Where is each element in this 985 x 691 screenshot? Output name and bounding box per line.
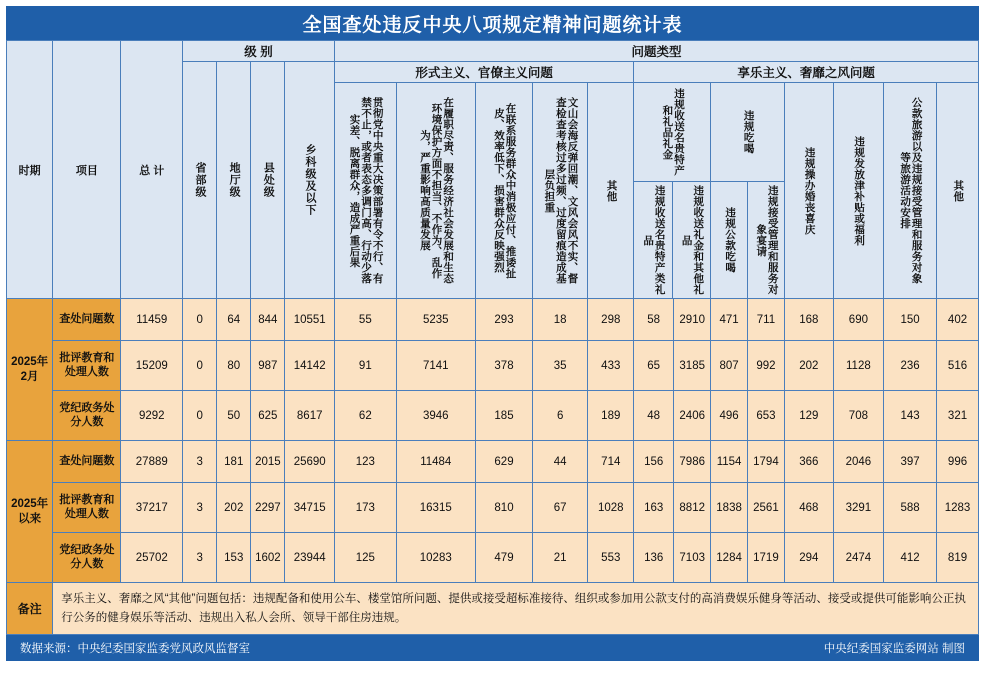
cell-level-province: 3 xyxy=(183,533,217,583)
cell-level-province: 0 xyxy=(183,299,217,341)
note-text: 享乐主义、奢靡之风“其他”问题包括：违规配备和使用公车、楼堂馆所问题、提供或接受超标准接待、组织或参加用公款支付的高消费娱乐健身等活动、接受或提供可能影响公正执行公务的健身娱乐等活动、违规出入私人会所、领导干部住房违规。 xyxy=(53,583,979,635)
header-total: 总 计 xyxy=(121,41,183,299)
header-formalism-col-4: 文山会海反弹回潮、文风会风不实、督查检查考核过多过频、过度留痕造成基层负担重 xyxy=(533,83,588,299)
cell-hedonism-allowances: 2474 xyxy=(833,533,884,583)
cell-hedonism-specialty: 163 xyxy=(634,483,674,533)
row-label: 批评教育和处理人数 xyxy=(53,341,121,391)
header-item: 项目 xyxy=(53,41,121,299)
cell-hedonism-banquet: 1794 xyxy=(747,441,784,483)
cell-formalism-4: 35 xyxy=(533,341,588,391)
cell-hedonism-weddings: 366 xyxy=(785,441,833,483)
table-row xyxy=(7,441,979,483)
cell-hedonism-travel: 588 xyxy=(884,483,937,533)
cell-hedonism-cash: 8812 xyxy=(674,483,711,533)
cell-hedonism-public-dining: 1284 xyxy=(711,533,747,583)
cell-hedonism-banquet: 1719 xyxy=(747,533,784,583)
cell-hedonism-specialty: 58 xyxy=(634,299,674,341)
note-label: 备注 xyxy=(7,583,53,635)
cell-hedonism-other: 321 xyxy=(937,391,979,441)
header-hedonism-public-dining: 违规公款吃喝 xyxy=(724,207,737,273)
cell-hedonism-other: 819 xyxy=(937,533,979,583)
cell-level-prefecture: 181 xyxy=(217,441,251,483)
cell-level-township: 34715 xyxy=(285,483,335,533)
cell-level-township: 14142 xyxy=(285,341,335,391)
cell-hedonism-other: 996 xyxy=(937,441,979,483)
header-row-group xyxy=(7,41,979,62)
cell-total: 27889 xyxy=(121,441,183,483)
period-cell: 2025年以来 xyxy=(7,441,53,583)
footer-source: 数据来源：中央纪委国家监委党风政风监督室 xyxy=(20,643,250,655)
row-label: 批评教育和处理人数 xyxy=(53,483,121,533)
row-label: 党纪政务处分人数 xyxy=(53,533,121,583)
cell-formalism-other: 553 xyxy=(588,533,634,583)
cell-hedonism-public-dining: 1838 xyxy=(711,483,747,533)
cell-hedonism-cash: 2406 xyxy=(674,391,711,441)
header-hedonism-gifts-label: 违规收送名贵特产和礼品礼金 xyxy=(661,88,685,176)
cell-hedonism-cash: 2910 xyxy=(674,299,711,341)
cell-hedonism-allowances: 3291 xyxy=(833,483,884,533)
header-hedonism-travel: 公款旅游以及违规接受管理和服务对象等旅游活动安排 xyxy=(884,83,937,299)
cell-level-county: 1602 xyxy=(251,533,285,583)
cell-formalism-1: 125 xyxy=(335,533,397,583)
cell-hedonism-travel: 150 xyxy=(884,299,937,341)
cell-hedonism-allowances: 2046 xyxy=(833,441,884,483)
header-hedonism-other: 其他 xyxy=(937,83,979,299)
cell-formalism-3: 185 xyxy=(475,391,532,441)
footer-credit: 中央纪委国家监委网站 制图 xyxy=(823,643,965,655)
cell-hedonism-travel: 143 xyxy=(884,391,937,441)
cell-level-prefecture: 64 xyxy=(217,299,251,341)
cell-level-province: 0 xyxy=(183,341,217,391)
cell-formalism-1: 173 xyxy=(335,483,397,533)
cell-level-township: 8617 xyxy=(285,391,335,441)
cell-formalism-2: 7141 xyxy=(396,341,475,391)
note-row xyxy=(7,583,979,635)
cell-hedonism-other: 402 xyxy=(937,299,979,341)
header-hedonism-dining-group xyxy=(711,83,785,299)
cell-formalism-other: 1028 xyxy=(588,483,634,533)
cell-level-county: 625 xyxy=(251,391,285,441)
cell-formalism-2: 11484 xyxy=(396,441,475,483)
cell-formalism-4: 6 xyxy=(533,391,588,441)
header-formalism-group: 形式主义、官僚主义问题 xyxy=(335,62,634,83)
cell-formalism-other: 433 xyxy=(588,341,634,391)
row-label: 党纪政务处分人数 xyxy=(53,391,121,441)
header-hedonism-gifts-specialty: 违规收送名贵特产类礼品 xyxy=(642,185,666,295)
cell-level-prefecture: 50 xyxy=(217,391,251,441)
cell-total: 15209 xyxy=(121,341,183,391)
cell-hedonism-specialty: 65 xyxy=(634,341,674,391)
cell-level-province: 3 xyxy=(183,441,217,483)
cell-level-county: 987 xyxy=(251,341,285,391)
cell-level-township: 23944 xyxy=(285,533,335,583)
header-hedonism-gifts-cash: 违规收送礼金和其他礼品 xyxy=(680,185,705,295)
cell-hedonism-specialty: 48 xyxy=(634,391,674,441)
header-hedonism-gifts-group xyxy=(634,83,711,299)
cell-formalism-1: 123 xyxy=(335,441,397,483)
table-row xyxy=(7,391,979,441)
cell-hedonism-banquet: 711 xyxy=(747,299,784,341)
cell-formalism-1: 55 xyxy=(335,299,397,341)
header-level-province: 省部级 xyxy=(183,62,217,299)
cell-formalism-other: 298 xyxy=(588,299,634,341)
cell-formalism-3: 293 xyxy=(475,299,532,341)
header-level-county: 县处级 xyxy=(251,62,285,299)
cell-level-prefecture: 202 xyxy=(217,483,251,533)
cell-formalism-1: 91 xyxy=(335,341,397,391)
cell-hedonism-travel: 397 xyxy=(884,441,937,483)
row-label: 查处问题数 xyxy=(53,299,121,341)
cell-hedonism-specialty: 156 xyxy=(634,441,674,483)
header-formalism-col-3: 在联系服务群众中消极应付、推诿扯皮、效率低下、损害群众反映强烈 xyxy=(475,83,532,299)
period-cell: 2025年2月 xyxy=(7,299,53,441)
row-label: 查处问题数 xyxy=(53,441,121,483)
cell-formalism-other: 189 xyxy=(588,391,634,441)
statistics-table xyxy=(6,40,979,635)
page-title: 全国查处违反中央八项规定精神问题统计表 xyxy=(6,6,979,40)
cell-total: 25702 xyxy=(121,533,183,583)
cell-hedonism-cash: 7986 xyxy=(674,441,711,483)
footer-bar xyxy=(6,635,979,661)
cell-total: 9292 xyxy=(121,391,183,441)
header-problem-type-group: 问题类型 xyxy=(335,41,979,62)
cell-level-province: 0 xyxy=(183,391,217,441)
header-hedonism-allowances: 违规发放津补贴或福利 xyxy=(833,83,884,299)
cell-level-county: 2015 xyxy=(251,441,285,483)
header-level-prefecture: 地厅级 xyxy=(217,62,251,299)
header-level-township: 乡科级及以下 xyxy=(285,62,335,299)
cell-hedonism-banquet: 653 xyxy=(747,391,784,441)
cell-hedonism-weddings: 202 xyxy=(785,341,833,391)
header-formalism-col-1: 贯彻党中央重大决策部署有令不行、有禁不止，或者表态多调门高、行动少落实差、脱离群众，造成严重后果 xyxy=(335,83,397,299)
cell-hedonism-cash: 3185 xyxy=(674,341,711,391)
cell-level-township: 25690 xyxy=(285,441,335,483)
header-level-group: 级 别 xyxy=(183,41,335,62)
table-row xyxy=(7,341,979,391)
cell-level-prefecture: 80 xyxy=(217,341,251,391)
cell-formalism-3: 629 xyxy=(475,441,532,483)
cell-hedonism-allowances: 708 xyxy=(833,391,884,441)
cell-formalism-3: 479 xyxy=(475,533,532,583)
cell-total: 11459 xyxy=(121,299,183,341)
cell-hedonism-public-dining: 471 xyxy=(711,299,747,341)
table-row xyxy=(7,299,979,341)
header-hedonism-dining-label: 违规吃喝 xyxy=(742,110,755,154)
cell-hedonism-weddings: 168 xyxy=(785,299,833,341)
cell-hedonism-specialty: 136 xyxy=(634,533,674,583)
cell-hedonism-allowances: 690 xyxy=(833,299,884,341)
cell-hedonism-weddings: 129 xyxy=(785,391,833,441)
cell-hedonism-public-dining: 1154 xyxy=(711,441,747,483)
cell-level-prefecture: 153 xyxy=(217,533,251,583)
cell-hedonism-weddings: 294 xyxy=(785,533,833,583)
cell-hedonism-travel: 236 xyxy=(884,341,937,391)
cell-level-county: 844 xyxy=(251,299,285,341)
cell-hedonism-other: 516 xyxy=(937,341,979,391)
header-hedonism-group: 享乐主义、奢靡之风问题 xyxy=(634,62,979,83)
header-hedonism-banquet: 违规接受管理和服务对象宴请 xyxy=(755,185,779,295)
cell-hedonism-public-dining: 496 xyxy=(711,391,747,441)
table-row xyxy=(7,533,979,583)
cell-level-township: 10551 xyxy=(285,299,335,341)
cell-level-province: 3 xyxy=(183,483,217,533)
cell-formalism-4: 44 xyxy=(533,441,588,483)
cell-formalism-2: 10283 xyxy=(396,533,475,583)
cell-hedonism-banquet: 2561 xyxy=(747,483,784,533)
header-hedonism-weddings: 违规操办婚丧喜庆 xyxy=(785,83,833,299)
cell-formalism-4: 18 xyxy=(533,299,588,341)
cell-formalism-2: 3946 xyxy=(396,391,475,441)
cell-hedonism-weddings: 468 xyxy=(785,483,833,533)
cell-level-county: 2297 xyxy=(251,483,285,533)
cell-total: 37217 xyxy=(121,483,183,533)
header-period: 时期 xyxy=(7,41,53,299)
table-row xyxy=(7,483,979,533)
header-formalism-col-other: 其他 xyxy=(588,83,634,299)
cell-hedonism-allowances: 1128 xyxy=(833,341,884,391)
cell-hedonism-public-dining: 807 xyxy=(711,341,747,391)
cell-formalism-2: 5235 xyxy=(396,299,475,341)
cell-formalism-1: 62 xyxy=(335,391,397,441)
cell-formalism-3: 810 xyxy=(475,483,532,533)
cell-hedonism-travel: 412 xyxy=(884,533,937,583)
cell-formalism-2: 16315 xyxy=(396,483,475,533)
header-formalism-col-2: 在履职尽责、服务经济社会发展和生态环境保护方面不担当、不作为、乱作为，严重影响高质量发展 xyxy=(396,83,475,299)
cell-formalism-4: 67 xyxy=(533,483,588,533)
cell-hedonism-banquet: 992 xyxy=(747,341,784,391)
cell-formalism-3: 378 xyxy=(475,341,532,391)
cell-formalism-other: 714 xyxy=(588,441,634,483)
cell-formalism-4: 21 xyxy=(533,533,588,583)
cell-hedonism-other: 1283 xyxy=(937,483,979,533)
cell-hedonism-cash: 7103 xyxy=(674,533,711,583)
